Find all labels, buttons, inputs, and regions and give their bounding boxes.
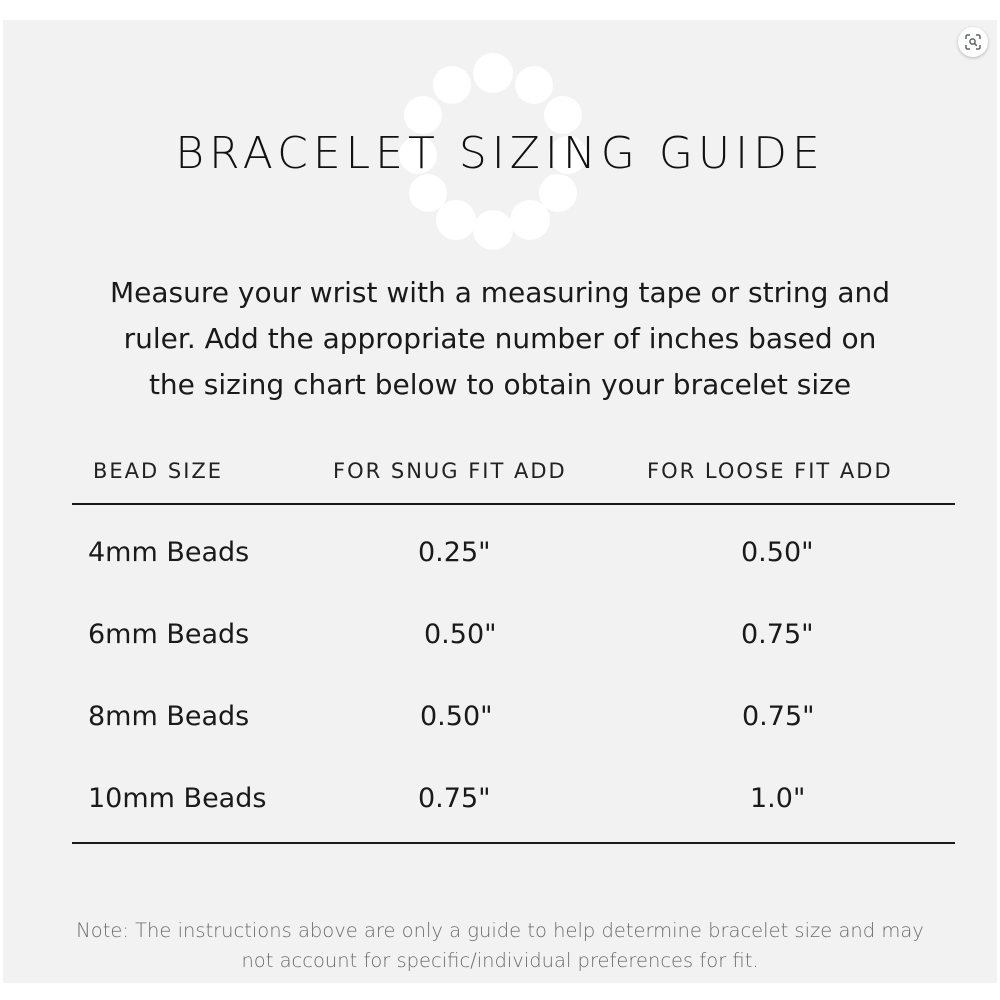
note-line: not account for specific/individual preferences for fit. — [241, 949, 759, 972]
bead-size-cell: 6mm Beads — [88, 619, 250, 650]
table-bottom-rule — [72, 842, 955, 844]
bead-size-cell: 4mm Beads — [88, 537, 250, 568]
bead-size-cell: 10mm Beads — [88, 783, 267, 814]
intro-line: ruler. Add the appropriate number of inches based on — [123, 322, 877, 355]
visual-search-button[interactable] — [958, 27, 988, 57]
intro-line: the sizing chart below to obtain your bracelet size — [148, 368, 852, 401]
note-line: Note: The instructions above are only a guide to help determine bracelet size and may — [76, 919, 924, 942]
intro-text — [60, 270, 940, 408]
visual-search-icon — [965, 34, 981, 50]
snug-fit-cell: 0.75" — [418, 783, 491, 814]
loose-fit-cell: 0.75" — [742, 701, 815, 732]
loose-fit-cell: 0.50" — [741, 537, 814, 568]
snug-fit-cell: 0.50" — [424, 619, 497, 650]
header-loose-fit: FOR LOOSE FIT ADD — [647, 459, 893, 483]
table-top-rule — [72, 503, 955, 505]
header-snug-fit: FOR SNUG FIT ADD — [333, 459, 567, 483]
page-title: BRACELET SIZING GUIDE — [175, 128, 825, 179]
bead-size-cell: 8mm Beads — [88, 701, 250, 732]
disclaimer-note — [40, 916, 960, 976]
intro-line: Measure your wrist with a measuring tape or string and — [109, 276, 891, 309]
header-bead-size: BEAD SIZE — [93, 459, 224, 483]
snug-fit-cell: 0.50" — [420, 701, 493, 732]
snug-fit-cell: 0.25" — [418, 537, 491, 568]
loose-fit-cell: 0.75" — [741, 619, 814, 650]
loose-fit-cell: 1.0" — [750, 783, 806, 814]
